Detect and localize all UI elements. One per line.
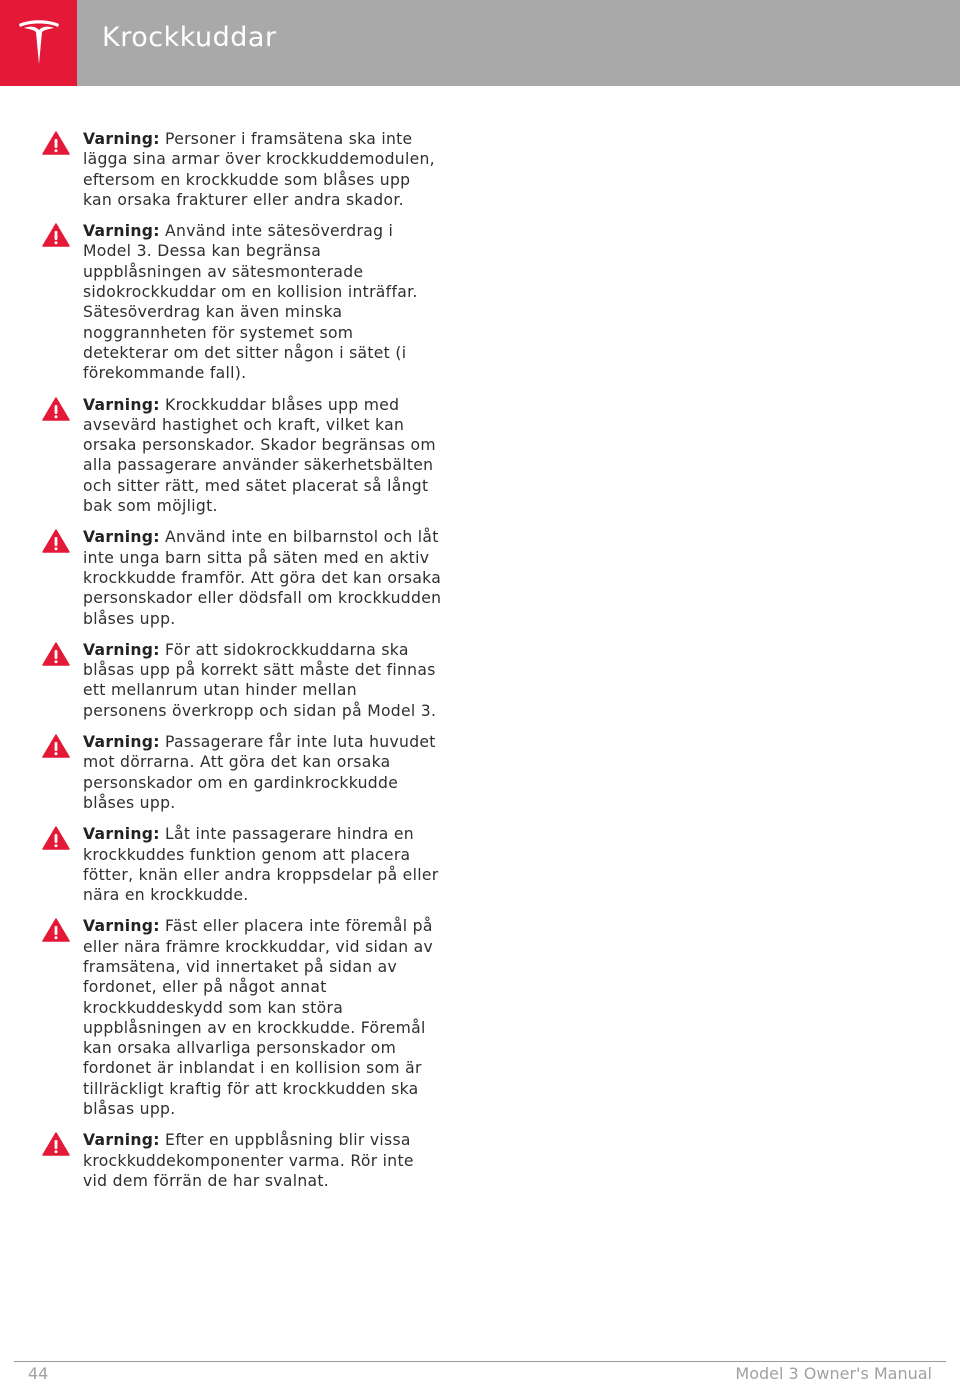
page-title: Krockkuddar — [102, 22, 277, 53]
warning-item — [42, 129, 442, 210]
footer-divider — [14, 1361, 946, 1362]
warning-label: Varning: — [83, 1131, 160, 1150]
warning-body: För att sidokrockkuddarna ska blåsas upp på korrekt sätt måste det finnas ett mellanrum utan hinder mellan personens överkropp och sidan på Model 3. — [83, 640, 437, 720]
page-header — [0, 0, 960, 86]
warning-label: Varning: — [83, 222, 160, 241]
warning-item — [42, 395, 442, 517]
warning-body: Använd inte sätesöverdrag i Model 3. Dessa kan begränsa uppblåsningen av sätesmonterade sidokrockkuddar om en kollision inträffar. Sätesöverdrag kan även minska noggrannheten för systemet som detekterar om det sitter någon i sätet (i förekommande fall). — [83, 222, 418, 383]
warning-triangle-icon — [42, 223, 70, 247]
warning-text — [83, 732, 442, 813]
warning-label: Varning: — [83, 395, 160, 414]
warning-body: Använd inte en bilbarnstol och låt inte unga barn sitta på säten med en aktiv krockkudde framför. Att göra det kan orsaka personskador eller dödsfall om krockkudden blåses upp. — [83, 528, 442, 628]
warning-body: Fäst eller placera inte föremål på eller nära främre krockkuddar, vid sidan av framsätena, vid innertaket på sidan av fordonet, eller på något annat krockkuddeskydd som kan störa uppblåsningen av en krockkudde. Föremål kan orsaka allvarliga personskador om fordonet är inblandat i en kollision som är tillräckligt kraftig för att krockkudden ska blåsas upp. — [83, 917, 434, 1119]
warning-item — [42, 640, 442, 721]
warning-triangle-icon — [42, 131, 70, 155]
warning-text — [83, 221, 442, 383]
manual-name: Model 3 Owner's Manual — [735, 1364, 932, 1383]
warning-triangle-icon — [42, 642, 70, 666]
warning-item — [42, 1130, 442, 1191]
warning-item — [42, 221, 442, 383]
warning-text — [83, 527, 442, 628]
warning-text — [83, 395, 442, 517]
warning-triangle-icon — [42, 918, 70, 942]
warning-label: Varning: — [83, 917, 160, 936]
page-number: 44 — [28, 1364, 49, 1383]
warning-label: Varning: — [83, 130, 160, 148]
warning-body: Passagerare får inte luta huvudet mot dörrarna. Att göra det kan orsaka personskador om en gardinkrockkudde blåses upp. — [83, 733, 436, 812]
warning-item — [42, 732, 442, 813]
warning-body: Efter en uppblåsning blir vissa krockkuddekomponenter varma. Rör inte vid dem förrän de har svalnat. — [83, 1131, 414, 1190]
warnings-list — [42, 129, 442, 1202]
warning-text — [83, 916, 442, 1119]
warning-body: Låt inte passagerare hindra en krockkuddes funktion genom att placera fötter, knän eller andra kroppsdelar på eller nära en krockkudde. — [83, 825, 439, 905]
tesla-logo — [0, 0, 77, 86]
warning-text — [83, 640, 442, 721]
warning-text — [83, 824, 442, 905]
warning-body: Krockkuddar blåses upp med avsevärd hastighet och kraft, vilket kan orsaka personskador. Skador begränsas om alla passagerare använder säkerhetsbälten och sitter rätt, med sätet placerat så långt bak som möjligt. — [83, 395, 436, 516]
warning-text — [83, 1130, 442, 1191]
warning-item — [42, 916, 442, 1119]
warning-label: Varning: — [83, 528, 160, 547]
warning-triangle-icon — [42, 1132, 70, 1156]
warning-triangle-icon — [42, 826, 70, 850]
warning-item — [42, 824, 442, 905]
warning-label: Varning: — [83, 640, 160, 659]
warning-triangle-icon — [42, 734, 70, 758]
warning-label: Varning: — [83, 733, 160, 752]
tesla-logo-icon — [16, 18, 62, 68]
warning-body: Personer i framsätena ska inte lägga sina armar över krockkuddemodulen, eftersom en krockkudde som blåses upp kan orsaka frakturer eller andra skador. — [83, 130, 435, 209]
warning-item — [42, 527, 442, 628]
warning-triangle-icon — [42, 529, 70, 553]
warning-triangle-icon — [42, 397, 70, 421]
warning-label: Varning: — [83, 825, 160, 844]
warning-text — [83, 129, 442, 210]
